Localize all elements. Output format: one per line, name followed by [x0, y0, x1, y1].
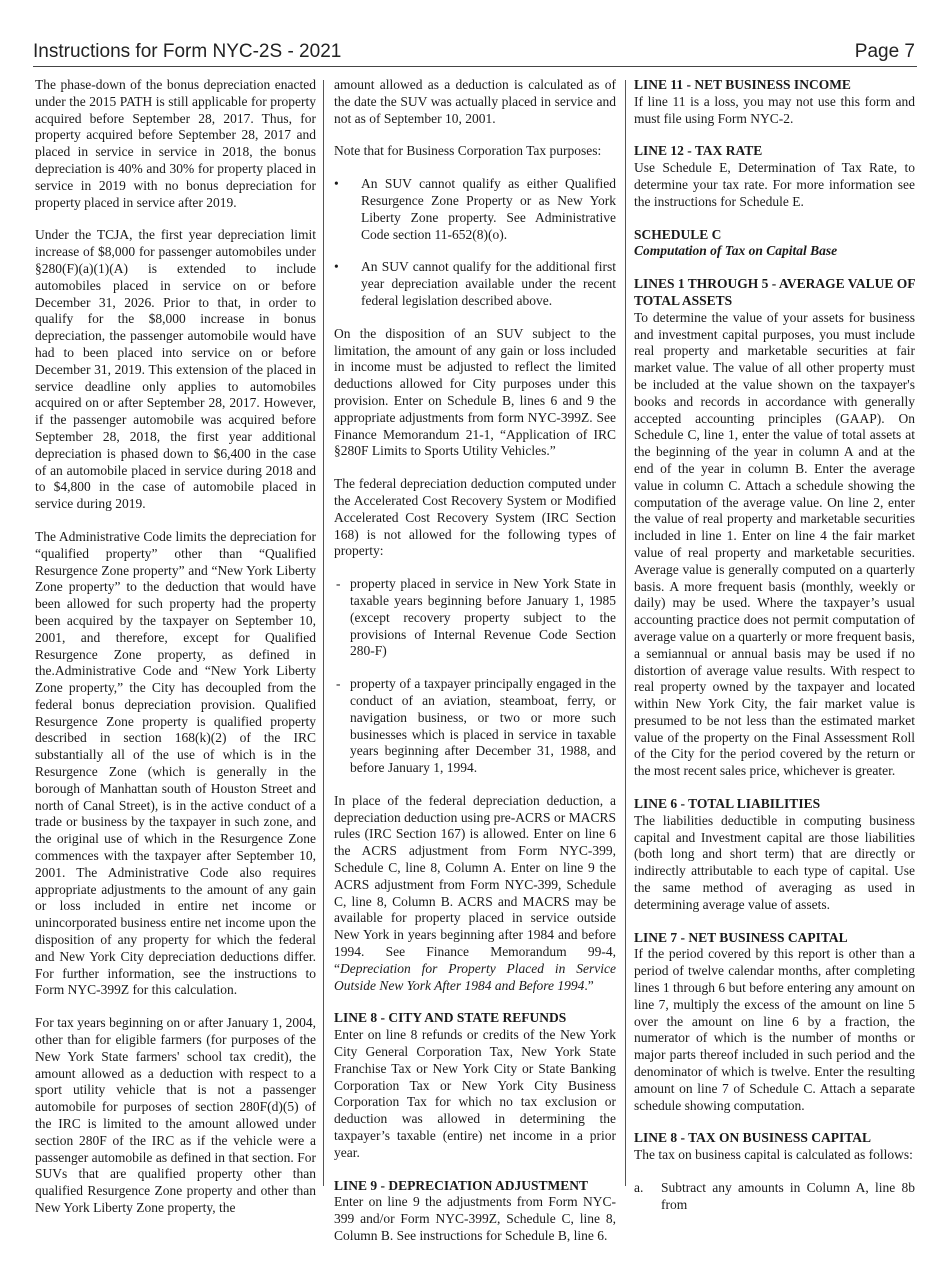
section-lines-1-5	[634, 276, 915, 780]
paragraph: For tax years beginning on or after January 1, 2004, other than for eligible farmers (for purposes of the New York State farmers' school tax credit), the amount allowed as a deduction with respect to a sport utility vehicle that is not a passenger automobile for purposes of section 280F(d)(5) of the IRC is limited to the amount allowed under section 280F of the IRC as if the vehicle were a passenger automobile as defined in that section. For SUVs that are qualified property other than qualified Resurgence Zone property and other than New York Liberty Zone property, the	[35, 1015, 316, 1215]
section-schedule-c	[634, 227, 915, 261]
dash-marker: -	[336, 576, 341, 592]
column-3	[634, 77, 915, 1230]
paragraph-text: In place of the federal depreciation deduction, a depreciation deduction using pre-ACRS or MACRS rules (IRC Section 167) is allowed. Enter on line 6 the ACRS adjustment from Form NYC-399, Schedule C, line 8, Column A. Enter on line 9 the ACRS adjustment from Form NYC-399, Schedule C, line 8, Column B. ACRS and MACRS may be available for property placed in service outside New York in years beginning after 1984 and before 1994. See Finance Memorandum 99-4, “	[334, 792, 616, 976]
paragraph: The phase-down of the bonus depreciation enacted under the 2015 PATH is still applicable for property acquired before September 28, 2017. Thus, for property acquired before September 28, 2017 and placed in service in service in 2018, the bonus depreciation is 40% and 30% for property placed in service in 2019 with no bonus depreciation for property placed in service after 2019.	[35, 77, 316, 210]
dash-item	[334, 676, 616, 777]
paragraph: Enter on line 8 refunds or credits of the New York City General Corporation Tax, New York State Franchise Tax or New York City or State Banking Corporation Tax or New York City Business Corporation Tax for which no tax exclusion or deduction was allowed in determining the taxpayer’s taxable (entire) net income in a prior year.	[334, 1027, 616, 1160]
dash-marker: -	[336, 676, 341, 692]
paragraph: Under the TCJA, the first year depreciation limit increase of $8,000 for passenger automobiles under §280(F)(a)(1)(A) is extended to include automobiles placed in service on or before December 31, 2026. Prior to that, in order to qualify for the $8,000 increase in bonus depreciation, the passenger automobile would have had to been placed into service on or before December 31, 2019. This extension of the placed in service deadline only applies to automobiles acquired on or after September 28, 2017. However, if the passenger automobile was acquired before September 28, 2018, the first year additional depreciation is phased down to $6,400 in the case of an automobile placed in service during 2018 and to $4,800 in the case of automobile placed in service during 2019.	[35, 227, 316, 512]
section-line-11	[634, 77, 915, 127]
section-heading: LINE 11 - NET BUSINESS INCOME	[634, 77, 851, 92]
bullet-marker: •	[334, 259, 339, 275]
section-heading: LINES 1 THROUGH 5 - AVERAGE VALUE OF TOTAL ASSETS	[634, 276, 915, 308]
section-line-9	[334, 1178, 616, 1245]
section-line-7	[634, 930, 915, 1115]
paragraph: amount allowed as a deduction is calculated as of the date the SUV was actually placed in service and not as of September 10, 2001.	[334, 77, 616, 126]
paragraph: If line 11 is a loss, you may not use this form and must file using Form NYC-2.	[634, 93, 915, 126]
schedule-heading: SCHEDULE C	[634, 226, 722, 242]
bullet-text: An SUV cannot qualify as either Qualified Resurgence Zone Property or as New York Liberty Zone property. See Administrative Code section 11-652(8)(o).	[361, 176, 616, 242]
paragraph: If the period covered by this report is other than a period of twelve calendar months, after completing lines 1 through 6 but before entering any amount on line 7, multiply the excess of the amount on line 5 over the amount on line 6 by a fraction, the numerator of which is the number of months or major parts thereof included in such period and the denominator of which is twelve. Enter the resulting amount on line 7 of Schedule C. Attach a separate schedule showing computation.	[634, 946, 915, 1113]
paragraph: Enter on line 9 the adjustments from Form NYC-399 and/or Form NYC-399Z, Schedule C, line 8, Column B. See instructions for Schedule B, line 6.	[334, 1194, 616, 1244]
column-divider	[625, 80, 626, 1186]
section-heading: LINE 9 - DEPRECIATION ADJUSTMENT	[334, 1177, 589, 1193]
bullet-item	[334, 176, 616, 243]
column-1	[35, 77, 316, 1233]
item-marker: a.	[634, 1180, 644, 1196]
section-line-6	[634, 796, 915, 914]
list-item-a	[634, 1180, 915, 1214]
section-heading: LINE 6 - TOTAL LIABILITIES	[634, 796, 821, 812]
column-2	[334, 77, 616, 1261]
schedule-subtitle: Computation of Tax on Capital Base	[634, 243, 838, 259]
memo-title: Depreciation for Property Placed in Service Outside New York After 1984 and Before 1994	[334, 960, 616, 993]
page-number: Page 7	[854, 41, 915, 62]
bullet-item	[334, 259, 616, 309]
section-heading: LINE 7 - NET BUSINESS CAPITAL	[634, 929, 848, 945]
paragraph: Use Schedule E, Determination of Tax Rate, to determine your tax rate. For more information see the instructions for Schedule E.	[634, 160, 915, 209]
form-title: Instructions for Form NYC-2S - 2021	[33, 41, 342, 62]
section-line-8	[334, 1010, 616, 1161]
bullet-marker: •	[334, 176, 339, 192]
section-heading: LINE 8 - TAX ON BUSINESS CAPITAL	[634, 1130, 872, 1146]
section-line-12	[634, 143, 915, 210]
dash-text: property of a taxpayer principally engaged in the conduct of an aviation, steamboat, ferry, or navigation business, or two or more such businesses which is placed in service in taxable years beginning after December 31, 1988, and before January 1, 1994.	[350, 676, 616, 776]
page-header	[33, 38, 917, 67]
paragraph: The liabilities deductible in computing business capital and Investment capital are those liabilities (both long and short term) that are directly or indirectly attributable to each type of capital. Use the same method of averaging as used in determining average value of assets.	[634, 812, 915, 912]
bullet-text: An SUV cannot qualify for the additional first year depreciation available under the recent federal legislation described above.	[361, 259, 616, 308]
paragraph	[334, 793, 616, 995]
paragraph: The Administrative Code limits the depreciation for “qualified property” other than “Qualified Resurgence Zone property” and “New York Liberty Zone property” to the deduction that would have been allowed for such property had the property been acquired by the taxpayer on September 10, 2001, and therefore, except for Qualified Resurgence Zone property, as defined in the.Administrative Code and “New York Liberty Zone property,” the City has decoupled from the federal bonus depreciation provision. Qualified Resurgence Zone property is qualified property described in section 168(k)(2) of the IRC substantially all of the use of which is in the Resurgence Zone (which is generally in the borough of Manhattan south of Houston Street and north of Canal Street), is in the active conduct of a trade or business by the taxpayer in such zone, and the original use of which in the Resurgence Zone commences with the taxpayer after September 10, 2001. The Administrative Code also requires appropriate adjustments to the amount of any gain or loss included in entire net income or unincorporated business entire net income upon the disposition of any property for which the federal and New York City depreciation deductions differ. For further information, see the instructions to Form NYC-399Z for this calculation.	[35, 528, 316, 998]
dash-text: property placed in service in New York State in taxable years beginning before January 1, 1985 (except recovery property subject to the provisions of Internal Revenue Code Section 280-F)	[350, 576, 616, 659]
section-heading: LINE 8 - CITY AND STATE REFUNDS	[334, 1010, 567, 1026]
paragraph: The federal depreciation deduction computed under the Accelerated Cost Recovery System or Modified Accelerated Cost Recovery System (IRC Section 168) is not allowed for the following types of property:	[334, 476, 616, 559]
paragraph-text: .”	[584, 977, 594, 993]
paragraph: The tax on business capital is calculated as follows:	[634, 1147, 913, 1163]
paragraph: On the disposition of an SUV subject to the limitation, the amount of any gain or loss included in income must be adjusted to reflect the limited deductions allowed for City purposes under this provision. Enter on Schedule B, lines 6 and 9 the appropriate adjustments from form NYC-399Z. See Finance Memorandum 21-1, “Application of IRC §280F Limits to Sports Utility Vehicles.”	[334, 325, 616, 459]
paragraph: To determine the value of your assets for business and investment capital purposes, you must include real property and marketable securities at fair market value. The value of all other property must be included at the value shown on the taxpayer's books and records in accordance with generally accepted accounting principles (GAAP). On Schedule C, line 1, enter the value of total assets at the beginning of the year in column A and at the end of the year in column B. Enter the average value in column C. Attach a schedule showing the computation of the average value. On line 2, enter the value of real property and marketable securities included in line 1. Enter on line 4 the fair market value of real property and marketable securities. Average value is generally computed on a quarterly basis. A more frequent basis (monthly, weekly or daily) may be used. Where the taxpayer’s usual accounting practice does not permit computation of average value on a quarterly or more frequent basis, a semiannual or annual basis may be used if no distortion of average value results. With respect to real property owned by the taxpayer and located within New York City, the fair market value is presumed to be not less than the estimated market value of the property on the Final Assessment Roll of the City for the period covered by the return or the most recent sales price, whichever is greater.	[634, 309, 915, 779]
section-line-8-tax	[634, 1130, 915, 1164]
dash-item	[334, 576, 616, 660]
section-heading: LINE 12 - TAX RATE	[634, 143, 763, 159]
paragraph: Note that for Business Corporation Tax purposes:	[334, 143, 602, 159]
column-divider	[323, 80, 324, 1186]
item-text: Subtract any amounts in Column A, line 8b from	[661, 1180, 915, 1212]
